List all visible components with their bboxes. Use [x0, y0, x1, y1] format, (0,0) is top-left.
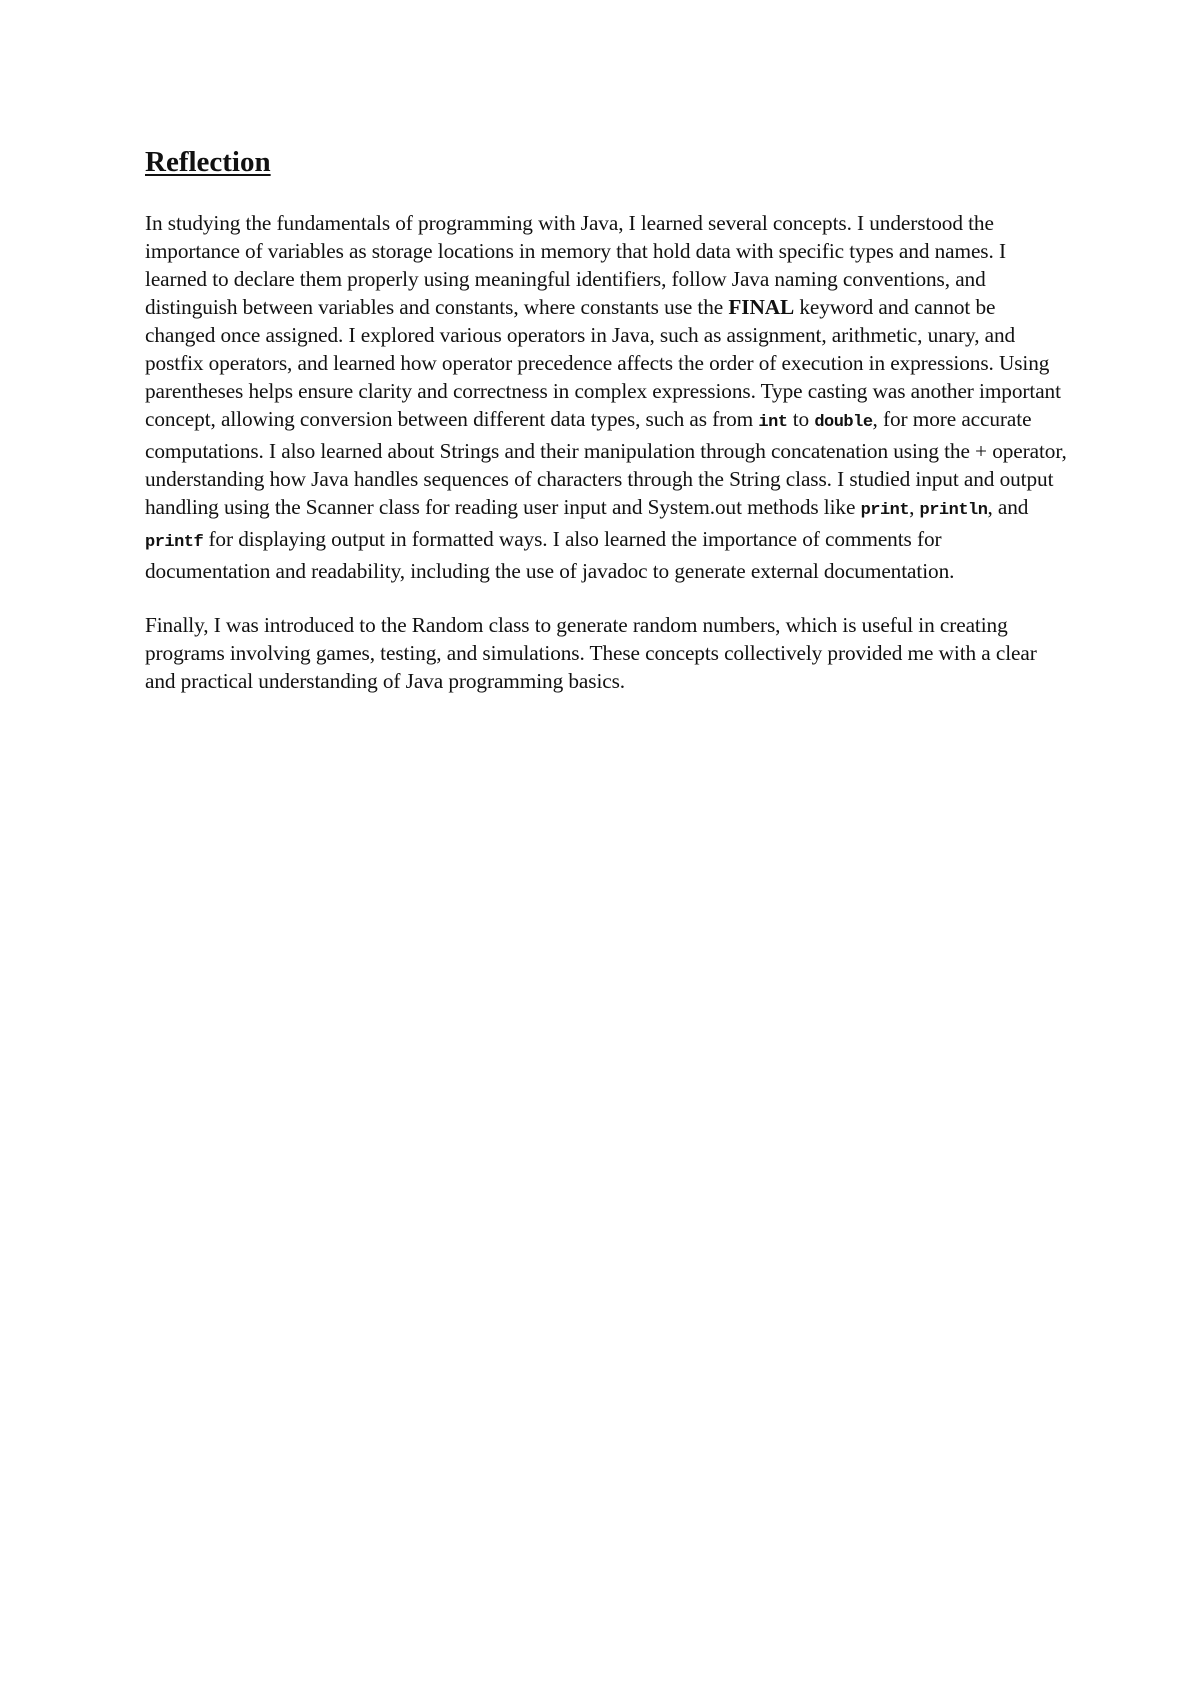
p1-text-5: , [909, 495, 920, 520]
final-keyword: FINAL [728, 295, 795, 320]
page-title: Reflection [145, 146, 271, 178]
code-println: println [919, 501, 988, 521]
p1-text-2: keyword and cannot be changed once assigned. I explored various operators in Java, such as assignment, arithmetic, unary, and postfix operators, and learned how operator precedence affects the order of execution in expressions. Using parentheses helps ensure clarity and correctness in complex expressions. Type casting was another important concept, allowing conversion between different data types, such as from [145, 295, 1061, 432]
p1-text-1: In studying the fundamentals of programming with Java, I learned several concepts. I understood the importance of variables as storage locations in memory that hold data with specific types and names. I learned to declare them properly using meaningful identifiers, follow Java naming conventions, and distinguish between variables and constants, where constants use the [145, 211, 1006, 320]
p1-text-6: , and [987, 495, 1029, 520]
code-int: int [758, 413, 788, 433]
paragraph-1 [145, 209, 1067, 585]
p1-text-7: for displaying output in formatted ways. I also learned the importance of comments for documentation and readability, including the use of javadoc to generate external documentation. [145, 527, 955, 584]
document-content [145, 146, 1067, 721]
code-print: print [860, 501, 910, 521]
code-printf: printf [145, 533, 204, 553]
p1-text-4: , for more accurate computations. I also learned about Strings and their manipulation through concatenation using the + operator, understanding how Java handles sequences of characters through the String class. I studied input and output handling using the Scanner class for reading user input and System.out methods like [145, 407, 1067, 520]
p1-text-3: to [787, 407, 815, 432]
code-double: double [814, 413, 873, 433]
paragraph-2: Finally, I was introduced to the Random class to generate random numbers, which is useful in creating programs involving games, testing, and simulations. These concepts collectively provided me with a clear and practical understanding of Java programming basics. [145, 613, 1037, 694]
